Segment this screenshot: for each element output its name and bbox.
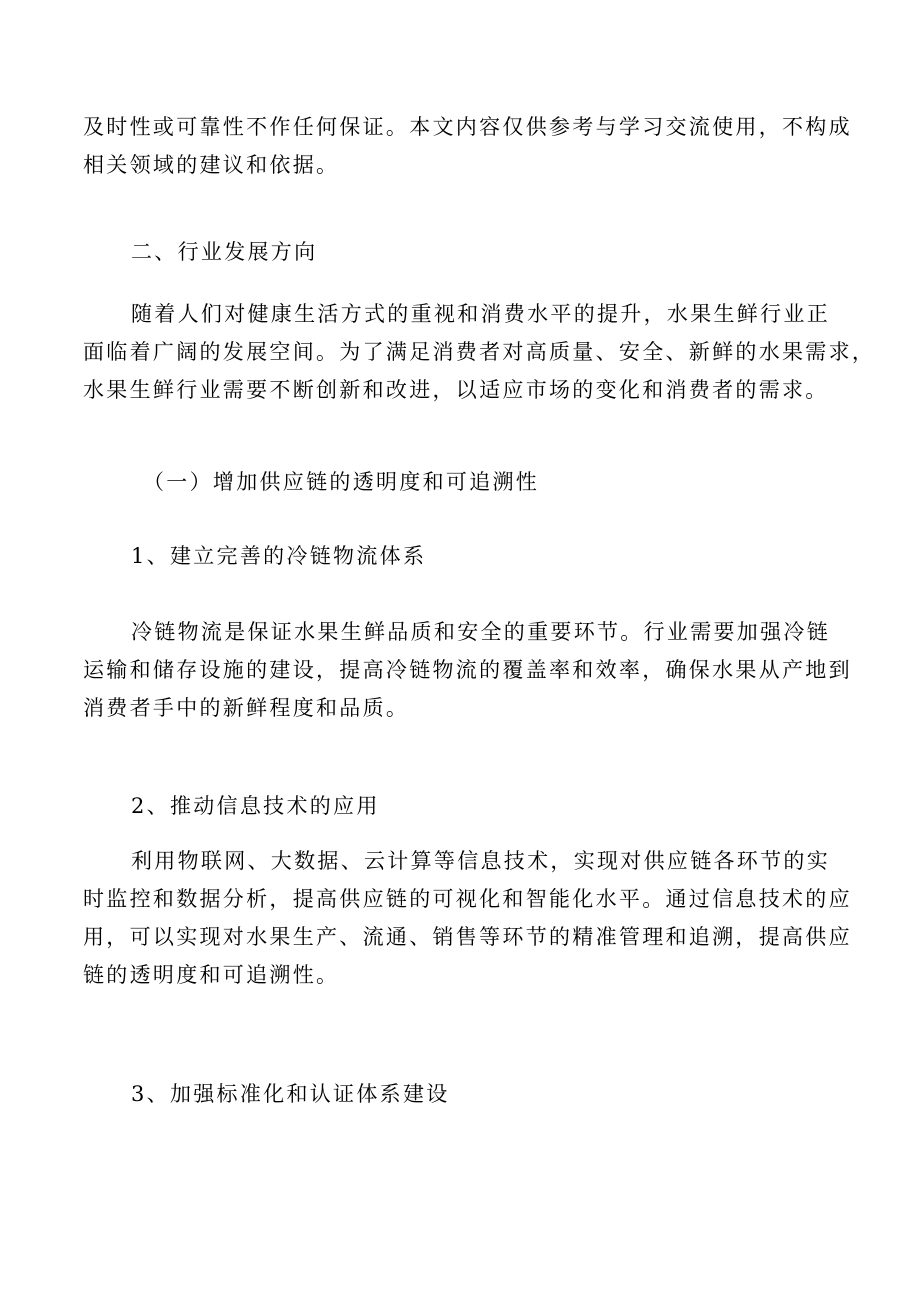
text-line: 冷链物流是保证水果生鲜品质和安全的重要环节。行业需要加强冷链 [131,620,830,644]
text-line: 消费者手中的新鲜程度和品质。 [83,696,410,720]
paragraph-item-1 [83,613,852,727]
text-line: 随着人们对健康生活方式的重视和消费水平的提升，水果生鲜行业正 [131,302,830,326]
paragraph-disclaimer [83,108,852,184]
paragraph-intro [83,295,876,409]
item-title: 2、推动信息技术的应用 [131,794,380,818]
subsection-title: （一）增加供应链的透明度和可追溯性 [143,470,540,494]
section-title: 二、行业发展方向 [131,240,318,264]
item-title: 1、建立完善的冷链物流体系 [131,544,427,568]
paragraph-item-2 [83,842,852,994]
text-line: 运输和储存设施的建设，提高冷链物流的覆盖率和效率，确保水果从产地到 [83,658,852,682]
text-line: 相关领域的建议和依据。 [83,153,340,177]
item-heading-1 [83,537,843,575]
item-heading-3 [83,1075,843,1113]
text-line: 时监控和数据分析，提高供应链的可视化和智能化水平。通过信息技术的应 [83,887,852,911]
section-heading [83,233,843,271]
text-line: 及时性或可靠性不作任何保证。本文内容仅供参考与学习交流使用，不构成 [83,115,852,139]
text-line: 水果生鲜行业需要不断创新和改进，以适应市场的变化和消费者的需求。 [83,378,829,402]
text-line: 链的透明度和可追溯性。 [83,963,340,987]
subsection-heading [83,463,843,501]
item-heading-2 [83,787,843,825]
text-line: 利用物联网、大数据、云计算等信息技术，实现对供应链各环节的实 [131,849,830,873]
text-line: 面临着广阔的发展空间。为了满足消费者对高质量、安全、新鲜的水果需求， [83,340,876,364]
item-title: 3、加强标准化和认证体系建设 [131,1082,450,1106]
text-line: 用，可以实现对水果生产、流通、销售等环节的精准管理和追溯，提高供应 [83,925,852,949]
